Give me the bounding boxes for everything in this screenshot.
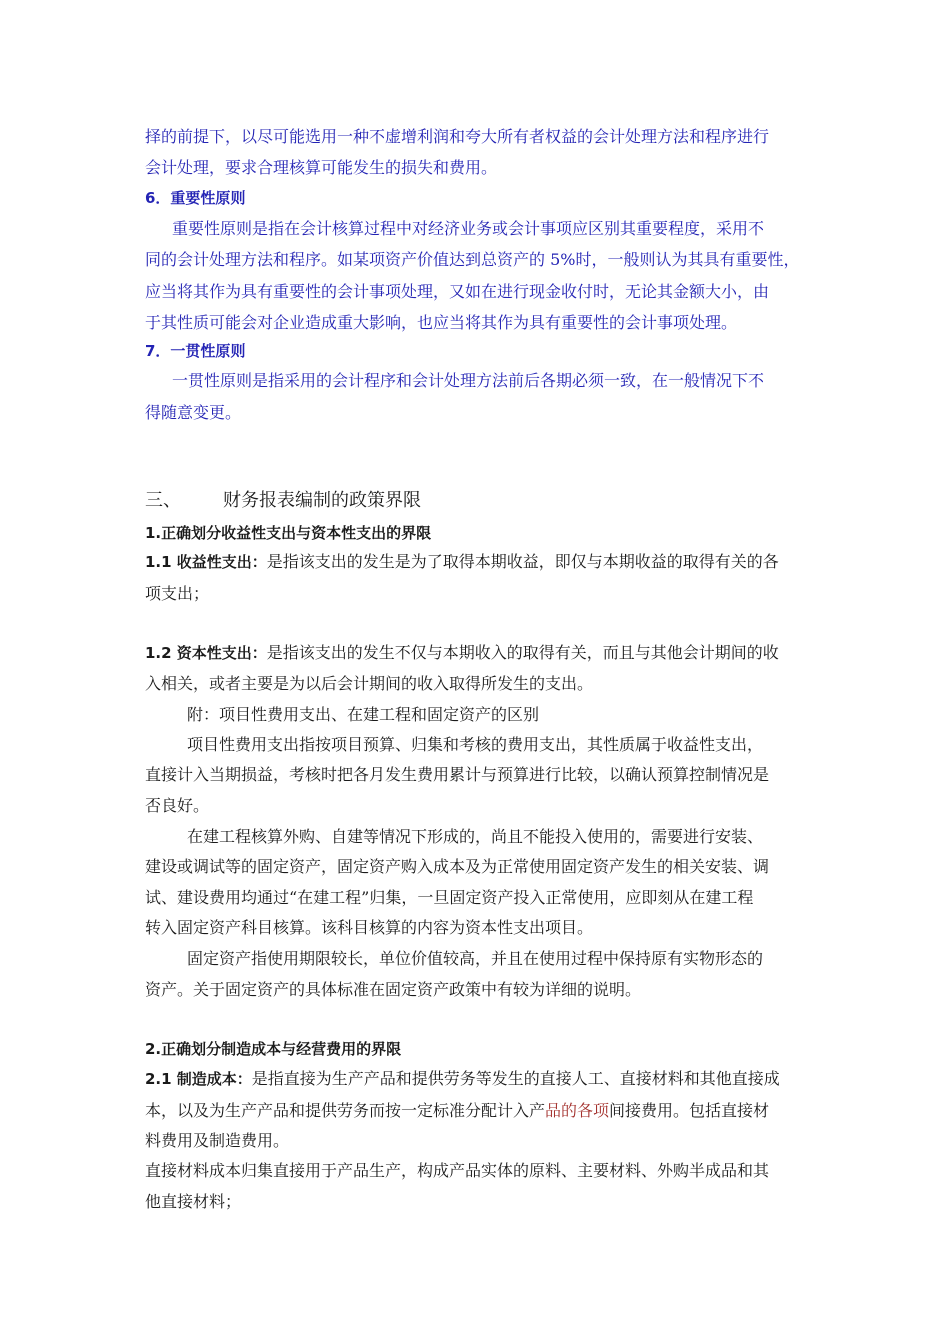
paragraph-line: 固定资产指使用期限较长，单位价值较高，并且在使用过程中保持原有实物形态的 (187, 949, 764, 968)
paragraph-line: 项目性费用支出指按项目预算、归集和考核的费用支出，其性质属于收益性支出， (187, 735, 764, 754)
term-label: 1.2 资本性支出： (145, 644, 267, 662)
term-definition: 是指该支出的发生是为了取得本期收益，即仅与本期收益的取得有关的各 (266, 552, 779, 571)
subsection-heading-2: 2.正确划分制造成本与经营费用的界限 (145, 1040, 402, 1058)
paragraph-line: 料费用及制造费用。 (145, 1131, 290, 1150)
paragraph-line: 择的前提下，以尽可能选用一种不虚增利润和夸大所有者权益的会计处理方法和程序进行 (145, 127, 770, 146)
paragraph-line: 应当将其作为具有重要性的会计事项处理，又如在进行现金收付时，无论其金额大小，由 (145, 282, 770, 301)
part-number: 三、 (145, 490, 181, 511)
paragraph-line (145, 551, 815, 573)
paragraph-line (145, 642, 815, 664)
paragraph-line: 重要性原则是指在会计核算过程中对经济业务或会计事项应区别其重要程度，采用不 (172, 219, 765, 238)
paragraph-line: 资产。关于固定资产的具体标准在固定资产政策中有较为详细的说明。 (145, 980, 642, 999)
paragraph-line: 直接计入当期损益，考核时把各月发生费用累计与预算进行比较，以确认预算控制情况是 (145, 765, 770, 784)
paragraph-line: 否良好。 (145, 796, 210, 815)
part-title: 财务报表编制的政策界限 (223, 490, 421, 511)
paragraph-line: 建设或调试等的固定资产，固定资产购入成本及为正常使用固定资产发生的相关安装、调 (145, 857, 770, 876)
paragraph-line: 同的会计处理方法和程序。如某项资产价值达到总资产的 5%时，一般则认为其具有重要性， (145, 250, 800, 269)
paragraph-line: 得随意变更。 (145, 403, 242, 422)
term-definition: 是指直接为生产产品和提供劳务等发生的直接人工、直接材料和其他直接成 (251, 1069, 780, 1088)
term-label: 1.1 收益性支出： (145, 553, 267, 571)
text-run: 间接费用。包括直接材 (609, 1101, 770, 1120)
paragraph-line: 项支出； (145, 584, 210, 603)
text-run: 本，以及为生产产品和提供劳务而按一定标准分配计入产 (145, 1101, 546, 1120)
appendix-note: 附：项目性费用支出、在建工程和固定资产的区别 (187, 705, 540, 724)
paragraph-line: 直接材料成本归集直接用于产品生产，构成产品实体的原料、主要材料、外购半成品和其 (145, 1161, 770, 1180)
paragraph-line: 会计处理，要求合理核算可能发生的损失和费用。 (145, 158, 498, 177)
paragraph-line: 一贯性原则是指采用的会计程序和会计处理方法前后各期必须一致，在一般情况下不 (172, 371, 765, 390)
paragraph-line (145, 1068, 815, 1090)
paragraph-line: 他直接材料； (145, 1192, 242, 1211)
term-label: 2.1 制造成本： (145, 1070, 252, 1088)
paragraph-line: 转入固定资产科目核算。该科目核算的内容为资本性支出项目。 (145, 918, 594, 937)
paragraph-line: 入相关，或者主要是为以后会计期间的收入取得所发生的支出。 (145, 674, 594, 693)
paragraph-line (145, 1100, 815, 1122)
highlighted-text-run: 品的各项 (545, 1101, 610, 1120)
paragraph-line: 试、建设费用均通过“在建工程”归集，一旦固定资产投入正常使用，应即刻从在建工程 (145, 888, 754, 907)
section-heading-consistency: 7．一贯性原则 (145, 342, 246, 360)
term-definition: 是指该支出的发生不仅与本期收入的取得有关，而且与其他会计期间的收 (266, 643, 779, 662)
paragraph-line: 于其性质可能会对企业造成重大影响，也应当将其作为具有重要性的会计事项处理。 (145, 313, 738, 332)
subsection-heading-1: 1.正确划分收益性支出与资本性支出的界限 (145, 524, 432, 542)
section-heading-materiality: 6．重要性原则 (145, 189, 246, 207)
part-heading (145, 490, 815, 512)
paragraph-line: 在建工程核算外购、自建等情况下形成的，尚且不能投入使用的，需要进行安装、 (187, 827, 764, 846)
